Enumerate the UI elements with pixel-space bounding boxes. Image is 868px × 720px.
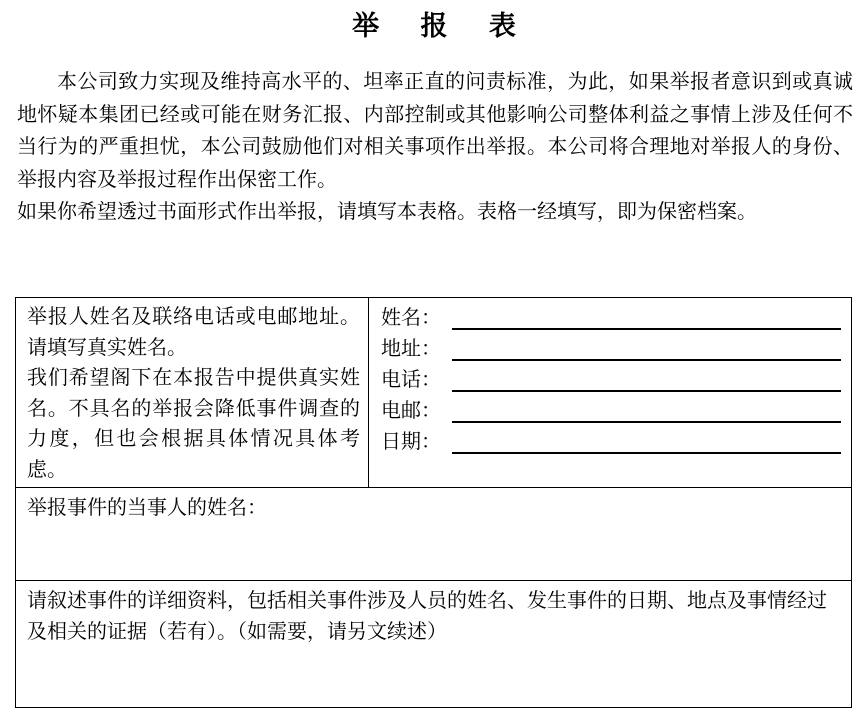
email-field[interactable] <box>381 394 841 425</box>
address-label: 地址： <box>381 336 441 360</box>
subject-name-label: 举报事件的当事人的姓名： <box>27 495 267 519</box>
name-input-line[interactable] <box>452 328 841 330</box>
phone-label: 电话： <box>381 367 441 391</box>
address-field[interactable] <box>381 332 841 363</box>
intro-paragraph: 本公司致力实现及维持高水平的、坦率正直的问责标准，为此，如果举报者意识到或真诚地怀疑本集团已经或可能在财务汇报、内部控制或其他影响公司整体利益之事情上涉及任何不当行为的严重担忧，本公司鼓励他们对相关事项作出举报。本公司将合理地对举报人的身份、举报内容及举报过程作出保密工作。 <box>17 69 853 191</box>
email-label: 电邮： <box>381 398 441 422</box>
reporter-instructions-line2: 我们希望阁下在本报告中提供真实姓名。不具名的举报会降低事件调查的力度，但也会根据具体情况具体考虑。 <box>27 365 360 481</box>
name-field[interactable] <box>381 301 841 332</box>
name-label: 姓名： <box>381 305 441 329</box>
details-label: 请叙述事件的详细资料，包括相关事件涉及人员的姓名、发生事件的日期、地点及事情经过及相关的证据（若有）。（如需要，请另文续述） <box>27 588 827 643</box>
reporter-instructions-line1: 举报人姓名及联络电话或电邮地址。请填写真实姓名。 <box>27 304 360 359</box>
address-input-line[interactable] <box>452 359 841 361</box>
details-row[interactable] <box>16 580 851 707</box>
phone-input-line[interactable] <box>452 390 841 392</box>
page-title: 举 报 表 <box>352 11 532 42</box>
phone-field[interactable] <box>381 363 841 394</box>
date-field[interactable] <box>381 425 841 456</box>
intro-section <box>17 65 853 228</box>
email-input-line[interactable] <box>452 421 841 423</box>
date-label: 日期： <box>381 429 441 453</box>
intro-instruction: 如果你希望透过书面形式作出举报，请填写本表格。表格一经填写，即为保密档案。 <box>17 199 757 223</box>
date-input-line[interactable] <box>452 452 841 454</box>
reporter-info-row <box>16 298 851 487</box>
subject-name-row[interactable] <box>16 487 851 580</box>
reporter-fields-cell <box>369 298 851 487</box>
report-form-table <box>15 297 852 708</box>
reporter-instructions-cell <box>16 298 369 487</box>
